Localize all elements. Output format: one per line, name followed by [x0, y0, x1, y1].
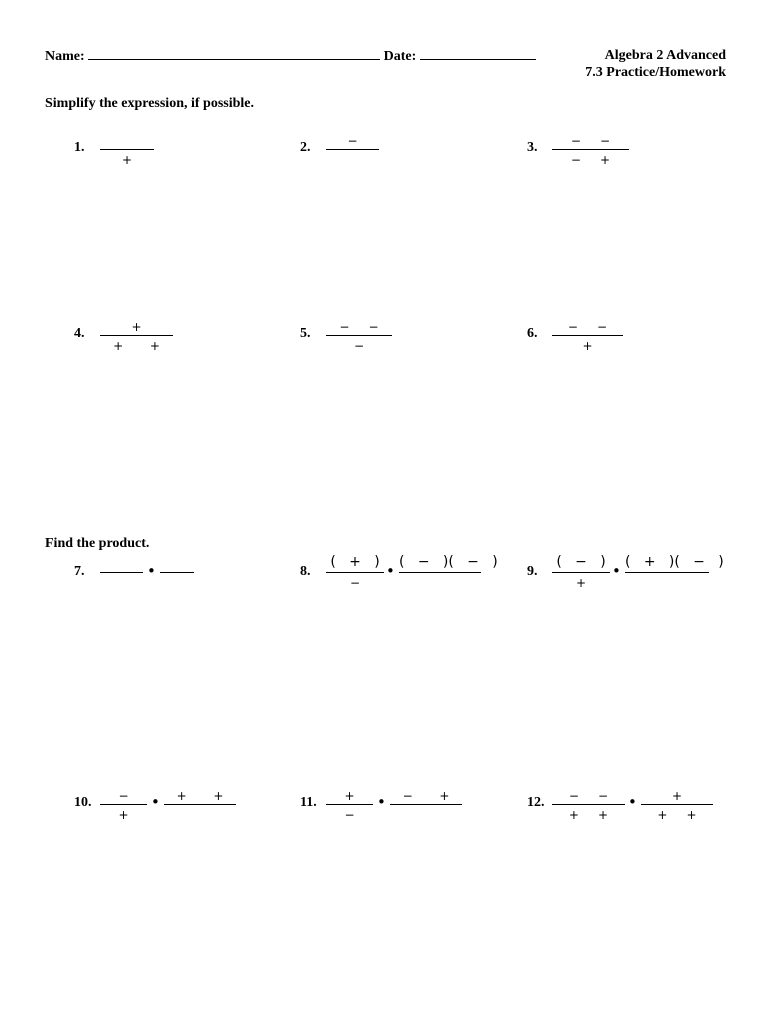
- numerator: − −: [339, 320, 379, 334]
- assignment-title: 7.3 Practice/Homework: [585, 65, 726, 80]
- denominator: + +: [568, 808, 609, 822]
- denominator: +: [118, 808, 129, 822]
- problem-number: 4.: [74, 326, 85, 341]
- numerator: + +: [176, 789, 224, 803]
- fraction-bar: [326, 572, 384, 573]
- product-dot: •: [628, 793, 637, 811]
- fraction-bar: [326, 149, 379, 150]
- denominator: + +: [113, 339, 160, 353]
- problem-number: 1.: [74, 140, 85, 155]
- problem-number: 12.: [527, 795, 545, 810]
- fraction-bar: [552, 572, 610, 573]
- numerator: +: [344, 789, 355, 803]
- denominator: −: [344, 808, 355, 822]
- fraction-problem-12a: [552, 790, 625, 822]
- denominator: +: [121, 153, 133, 167]
- section1-instruction: Simplify the expression, if possible.: [45, 96, 254, 111]
- fraction-problem-9a: [552, 554, 610, 590]
- numerator: ( + )( − ): [625, 554, 724, 570]
- fraction-problem-5: [326, 321, 392, 353]
- denominator: + +: [657, 808, 697, 822]
- numerator: − +: [402, 789, 450, 803]
- fraction-bar: [326, 804, 373, 805]
- name-blank[interactable]: [88, 47, 380, 60]
- denominator: −: [353, 339, 365, 353]
- product-dot: •: [147, 562, 156, 580]
- name-line: [45, 47, 536, 65]
- product-dot: •: [377, 793, 386, 811]
- denominator: +: [582, 339, 593, 353]
- problem-number: 2.: [300, 140, 311, 155]
- numerator: ( − ): [556, 554, 606, 570]
- fraction-bar: [100, 572, 143, 573]
- fraction-problem-7b: [160, 558, 194, 590]
- fraction-problem-10b: [164, 790, 236, 822]
- denominator: − +: [570, 153, 611, 167]
- numerator: −: [118, 789, 129, 803]
- fraction-problem-9b: [625, 554, 724, 590]
- fraction-problem-10a: [100, 790, 147, 822]
- problem-number: 9.: [527, 564, 538, 579]
- numerator: − −: [570, 134, 611, 148]
- fraction-bar: [164, 804, 236, 805]
- denominator: −: [349, 576, 361, 590]
- date-blank[interactable]: [420, 47, 536, 60]
- problem-number: 5.: [300, 326, 311, 341]
- date-label: Date:: [383, 49, 417, 64]
- section2-instruction: Find the product.: [45, 536, 150, 551]
- fraction-problem-1: [100, 135, 154, 167]
- fraction-bar: [100, 149, 154, 150]
- numerator: ( − )( − ): [399, 554, 498, 570]
- fraction-problem-11b: [390, 790, 462, 822]
- numerator: ( + ): [330, 554, 380, 570]
- course-info: [585, 47, 726, 81]
- course-title: Algebra 2 Advanced: [604, 48, 726, 63]
- fraction-bar: [552, 149, 629, 150]
- fraction-bar: [100, 335, 173, 336]
- fraction-problem-2: [326, 135, 379, 167]
- fraction-bar: [160, 572, 194, 573]
- fraction-problem-7a: [100, 558, 143, 590]
- fraction-problem-8a: [326, 554, 384, 590]
- problem-number: 6.: [527, 326, 538, 341]
- fraction-problem-12b: [641, 790, 713, 822]
- numerator: +: [671, 789, 683, 803]
- fraction-bar: [625, 572, 709, 573]
- fraction-bar: [390, 804, 462, 805]
- fraction-bar: [399, 572, 481, 573]
- denominator: +: [575, 576, 587, 590]
- fraction-problem-4: [100, 321, 173, 353]
- fraction-problem-3: [552, 135, 629, 167]
- problem-number: 10.: [74, 795, 92, 810]
- product-dot: •: [612, 562, 621, 580]
- problem-number: 11.: [300, 795, 317, 810]
- numerator: − −: [567, 320, 608, 334]
- name-label: Name:: [45, 49, 85, 64]
- numerator: −: [347, 134, 358, 148]
- numerator: +: [131, 320, 142, 334]
- product-dot: •: [151, 793, 160, 811]
- fraction-bar: [552, 804, 625, 805]
- fraction-problem-11a: [326, 790, 373, 822]
- problem-number: 7.: [74, 564, 85, 579]
- fraction-bar: [326, 335, 392, 336]
- numerator: − −: [568, 789, 609, 803]
- fraction-bar: [100, 804, 147, 805]
- product-dot: •: [386, 562, 395, 580]
- fraction-problem-6: [552, 321, 623, 353]
- problem-number: 3.: [527, 140, 538, 155]
- problem-number: 8.: [300, 564, 311, 579]
- fraction-bar: [552, 335, 623, 336]
- fraction-bar: [641, 804, 713, 805]
- fraction-problem-8b: [399, 554, 498, 590]
